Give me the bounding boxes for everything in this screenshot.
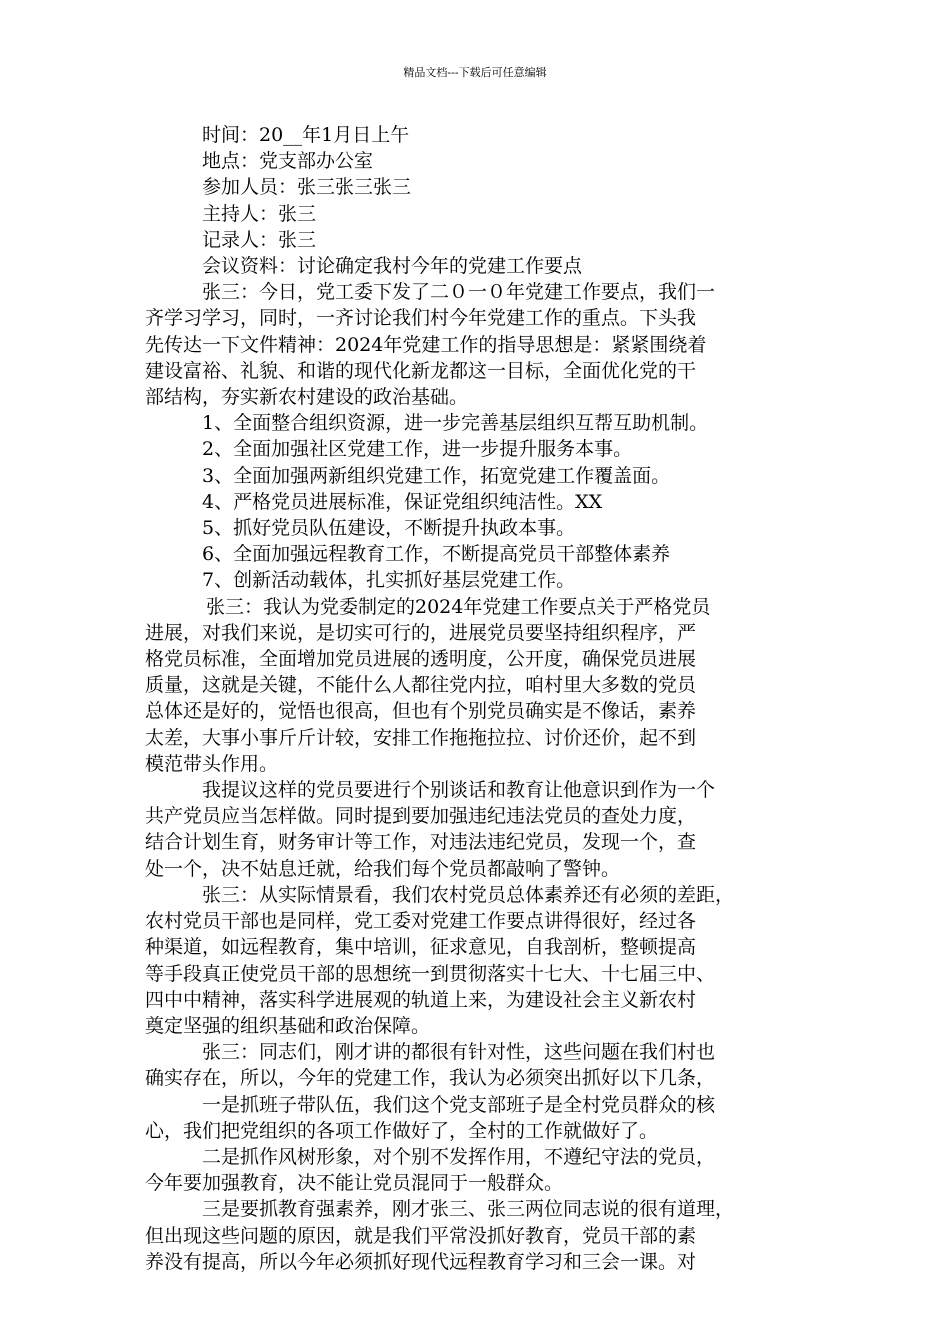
meeting-recorder: 记录人：张三 [202,228,317,251]
list-item: 1、全面整合组织资源，进一步完善基层组织互帮互助机制。 [202,412,709,435]
list-item: 6、全面加强远程教育工作，不断提高党员干部整体素养 [202,543,671,566]
document-body [145,122,815,1275]
paragraph-line: 奠定坚强的组织基础和政治保障。 [145,1014,431,1037]
list-item: 3、全面加强两新组织党建工作，拓宽党建工作覆盖面。 [202,464,671,487]
paragraph-line: 养没有提高，所以今年必须抓好现代远程教育学习和三会一课。对 [145,1250,697,1273]
paragraph-line: 结合计划生育，财务审计等工作，对违法违纪党员，发现一个，查 [145,831,697,854]
paragraph-line: 四中中精神，落实科学进展观的轨道上来，为建设社会主义新农村 [145,988,697,1011]
paragraph-line: 农村党员干部也是同样，党工委对党建工作要点讲得很好，经过各 [145,910,697,933]
paragraph-line: 张三：同志们，刚才讲的都很有针对性，这些问题在我们村也 [202,1041,716,1064]
list-item: 7、创新活动载体，扎实抓好基层党建工作。 [202,569,576,592]
paragraph-line: 进展，对我们来说，是切实可行的，进展党员要坚持组织程序，严 [145,621,697,644]
meeting-time: 时间：20__年1月日上午 [202,124,410,146]
paragraph-line: 格党员标准，全面增加党员进展的透明度，公开度，确保党员进展 [145,648,697,671]
paragraph-line: 处一个，决不姑息迁就，给我们每个党员都敲响了警钟。 [145,857,621,880]
list-item: 5、抓好党员队伍建设，不断提升执政本事。 [202,517,576,540]
paragraph-line: 确实存在，所以，今年的党建工作，我认为必须突出抓好以下几条， [145,1067,716,1090]
paragraph-line: 部结构，夯实新农村建设的政治基础。 [145,386,469,409]
paragraph-line: 二是抓作风树形象，对个别不发挥作用，不遵纪守法的党员， [202,1145,716,1168]
paragraph-line: 齐学习学习，同时，一齐讨论我们村今年党建工作的重点。下头我 [145,307,697,330]
paragraph-line: 建设富裕、礼貌、和谐的现代化新龙都这一目标，全面优化党的干 [145,359,697,382]
paragraph-line: 先传达一下文件精神：2024年党建工作的指导思想是：紧紧围绕着 [145,333,707,356]
paragraph-line: 心，我们把党组织的各项工作做好了，全村的工作就做好了。 [145,1119,659,1142]
paragraph-line: 今年要加强教育，决不能让党员混同于一般群众。 [145,1172,564,1195]
paragraph-line: 三是要抓教育强素养，刚才张三、张三两位同志说的很有道理， [202,1198,735,1221]
page-header: 精品文档---下载后可任意编辑 [403,66,547,79]
paragraph-line: 太差，大事小事斤斤计较，安排工作拖拖拉拉、讨价还价，起不到 [145,726,697,749]
paragraph-line: 模范带头作用。 [145,752,279,775]
paragraph-line: 我提议这样的党员要进行个别谈话和教育让他意识到作为一个 [202,779,716,802]
meeting-topic: 会议资料：讨论确定我村今年的党建工作要点 [202,255,583,278]
paragraph-line: 张三：从实际情景看，我们农村党员总体素养还有必须的差距， [202,883,735,906]
paragraph-line: 但出现这些问题的原因，就是我们平常没抓好教育，党员干部的素 [145,1224,697,1247]
paragraph-line: 质量，这就是关键，不能什么人都往党内拉，咱村里大多数的党员 [145,674,697,697]
meeting-place: 地点：党支部办公室 [202,150,374,173]
meeting-host: 主持人：张三 [202,202,317,225]
list-item: 4、严格党员进展标准，保证党组织纯洁性。XX [202,490,603,513]
paragraph-line: 张三：今日，党工委下发了二０一０年党建工作要点，我们一 [202,281,716,304]
paragraph-line: 等手段真正使党员干部的思想统一到贯彻落实十七大、十七届三中、 [145,962,716,985]
paragraph-line: 张三：我认为党委制定的2024年党建工作要点关于严格党员 [206,595,711,618]
paragraph-line: 总体还是好的，觉悟也很高，但也有个别党员确实是不像话，素养 [145,700,697,723]
paragraph-line: 共产党员应当怎样做。同时提到要加强违纪违法党员的查处力度， [145,805,697,828]
list-item: 2、全面加强社区党建工作，进一步提升服务本事。 [202,438,633,461]
meeting-attendees: 参加人员：张三张三张三 [202,176,412,199]
paragraph-line: 一是抓班子带队伍，我们这个党支部班子是全村党员群众的核 [202,1093,716,1116]
paragraph-line: 种渠道，如远程教育，集中培训，征求意见，自我剖析，整顿提高 [145,936,697,959]
